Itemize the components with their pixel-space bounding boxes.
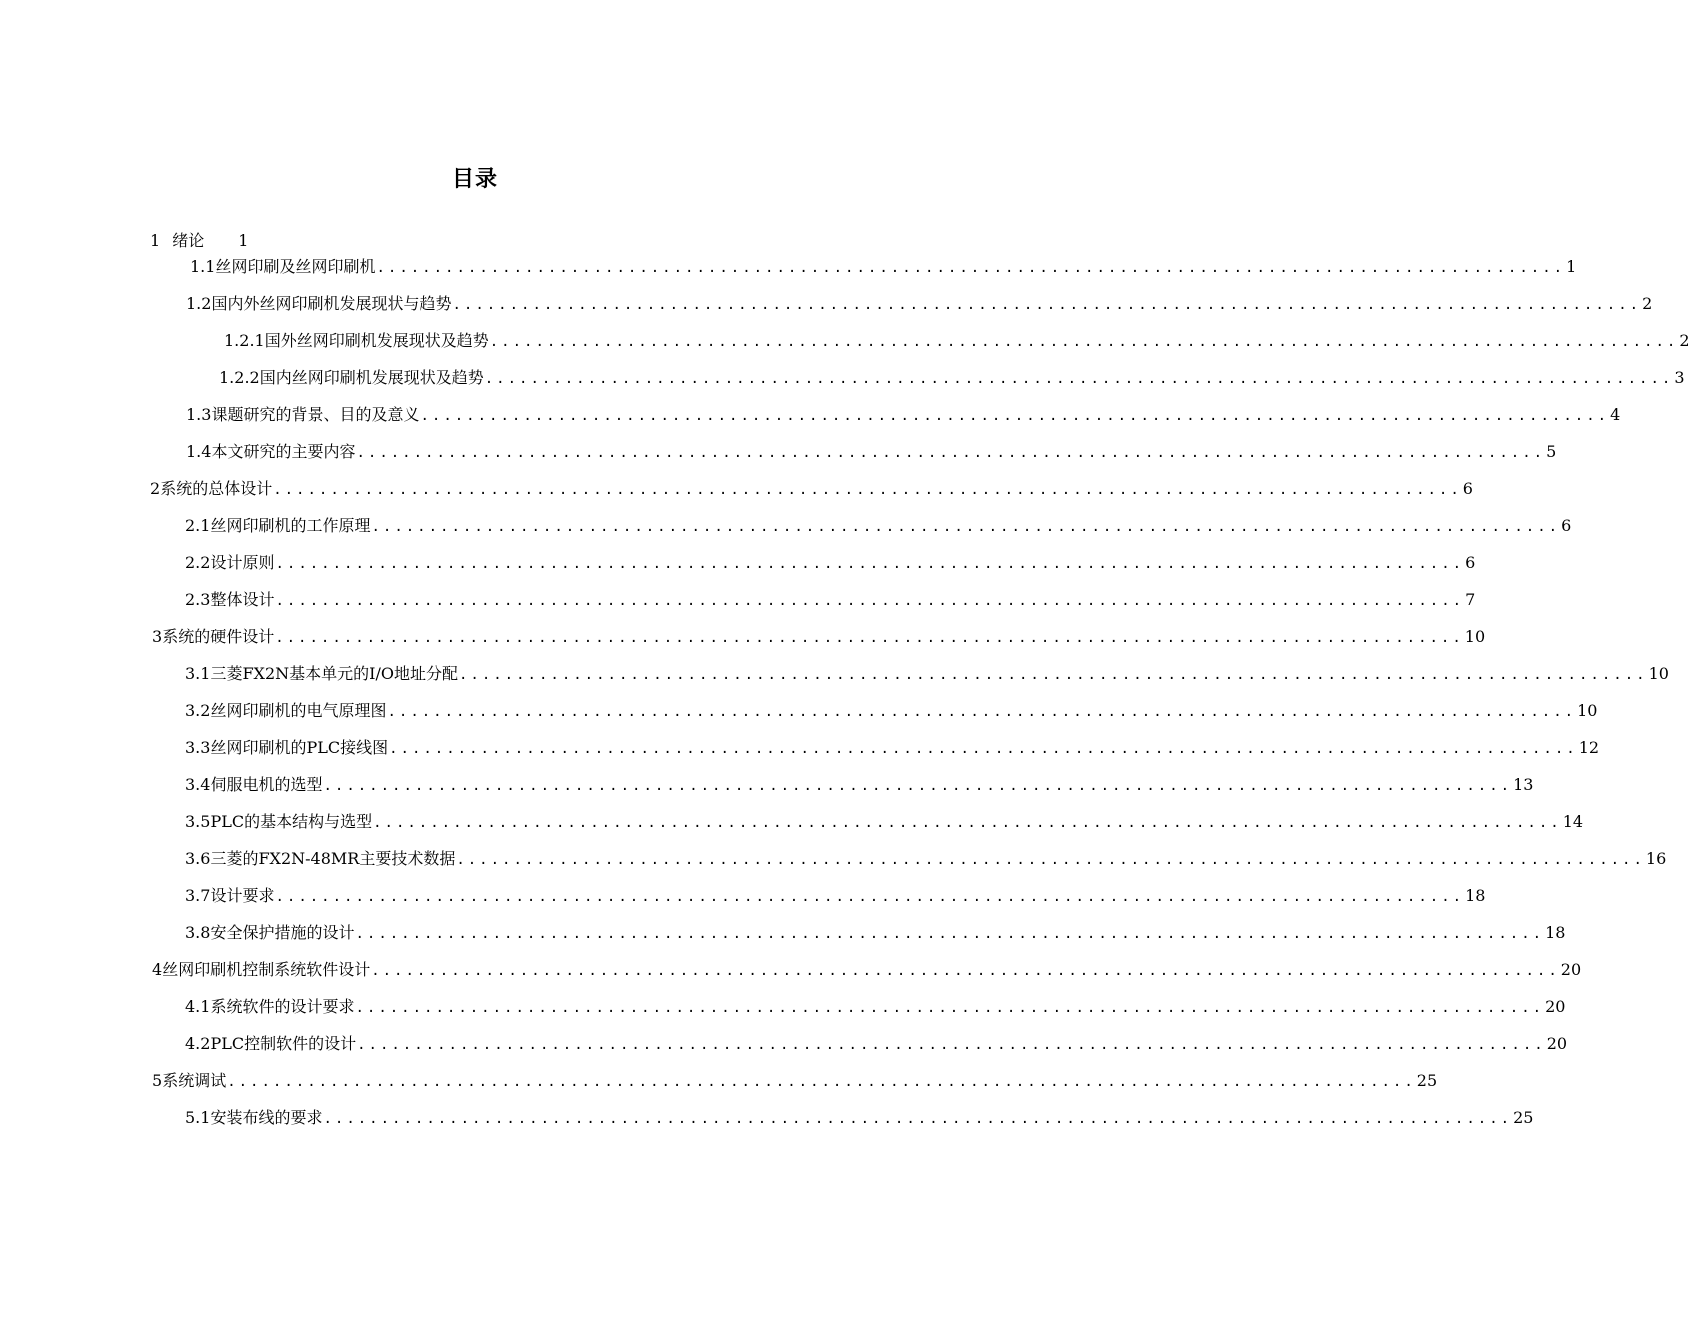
toc-entry-number: 1.2 xyxy=(186,294,212,313)
toc-entry-page: 2 xyxy=(1679,331,1690,350)
toc-entry-number: 3.4 xyxy=(185,775,211,794)
toc-entry-page: 6 xyxy=(1465,553,1476,572)
toc-entry-number: 1.4 xyxy=(186,442,212,461)
toc-entry-number: 3.5 xyxy=(185,812,211,831)
toc-entry[interactable] xyxy=(185,810,1584,834)
toc-entry[interactable] xyxy=(185,847,1667,871)
leader-dots: ........................................................................................................ xyxy=(456,852,1645,868)
toc-entry-number: 3.7 xyxy=(185,886,211,905)
toc-entry-text: 三菱FX2N基本单元的I/O地址分配 xyxy=(210,664,458,683)
toc-entry-number: 4.2 xyxy=(185,1034,211,1053)
toc-entry-page: 13 xyxy=(1513,775,1534,794)
leader-dots: ........................................................................................................ xyxy=(273,482,1462,498)
toc-entry-page: 6 xyxy=(1561,516,1572,535)
toc-entry[interactable] xyxy=(224,329,1690,353)
toc-entry-text: 安装布线的要求 xyxy=(210,1108,323,1127)
leader-dots: ........................................................................................................ xyxy=(323,778,1513,794)
toc-entry-page: 20 xyxy=(1546,1034,1568,1053)
toc-entry-page: 25 xyxy=(1513,1108,1534,1127)
toc-entry[interactable] xyxy=(150,229,248,253)
leader-dots: ........................................................................................................ xyxy=(376,260,1566,276)
toc-entry-page: 25 xyxy=(1416,1071,1438,1090)
toc-entry-number: 5 xyxy=(152,1071,163,1090)
toc-entry-number: 1.3 xyxy=(186,405,212,424)
toc-entry-text: 国内丝网印刷机发展现状及趋势 xyxy=(259,368,484,387)
toc-entry-number: 3.1 xyxy=(185,664,211,683)
toc-entry-number: 1.2.2 xyxy=(219,368,260,387)
leader-dots: ........................................................................................................ xyxy=(489,334,1679,350)
toc-entry-page: 7 xyxy=(1465,590,1476,609)
toc-entry-page: 14 xyxy=(1562,812,1584,831)
toc-entry[interactable] xyxy=(185,1032,1568,1056)
toc-entry-number: 2 xyxy=(150,479,161,498)
toc-entry-page: 2 xyxy=(1642,294,1653,313)
toc-entry-text: 系统调试 xyxy=(162,1071,227,1090)
toc-entry[interactable] xyxy=(185,662,1669,686)
toc-entry[interactable] xyxy=(185,551,1476,575)
leader-dots: ........................................................................................................ xyxy=(373,815,1562,831)
toc-entry-text: 设计要求 xyxy=(210,886,275,905)
toc-entry-text: PLC的基本结构与选型 xyxy=(210,812,373,831)
toc-entry[interactable] xyxy=(185,921,1566,945)
leader-dots: ........................................................................................................ xyxy=(323,1111,1513,1127)
toc-entry-page: 6 xyxy=(1462,479,1473,498)
leader-dots: ........................................................................................................ xyxy=(387,704,1577,720)
leader-dots: ........................................................................................................ xyxy=(275,593,1465,609)
toc-entry-number: 3 xyxy=(152,627,163,646)
toc-entry-text: 系统软件的设计要求 xyxy=(210,997,355,1016)
toc-entry[interactable] xyxy=(185,588,1476,612)
toc-entry-text: 国外丝网印刷机发展现状及趋势 xyxy=(264,331,489,350)
toc-entry-page: 12 xyxy=(1578,738,1600,757)
toc-entry-text: 设计原则 xyxy=(210,553,275,572)
toc-entry-page: 10 xyxy=(1648,664,1669,683)
toc-entry[interactable] xyxy=(150,477,1473,501)
toc-entry-page: 20 xyxy=(1560,960,1582,979)
toc-entry[interactable] xyxy=(185,773,1534,797)
toc-entry-text: 整体设计 xyxy=(210,590,275,609)
toc-entry-text: 丝网印刷机的电气原理图 xyxy=(210,701,387,720)
leader-dots: ........................................................................................................ xyxy=(371,519,1561,535)
leader-dots: ........................................................................................................ xyxy=(452,297,1642,313)
toc-entry-text: 绪论 xyxy=(172,231,205,250)
leader-dots: ........................................................................................................ xyxy=(355,926,1545,942)
toc-entry-number: 2.1 xyxy=(185,516,211,535)
toc-entry[interactable] xyxy=(186,440,1557,464)
toc-entry-number: 3.2 xyxy=(185,701,211,720)
toc-entry-number: 1.1 xyxy=(190,257,216,276)
toc-entry[interactable] xyxy=(185,736,1600,760)
toc-entry-text: 丝网印刷机的PLC接线图 xyxy=(210,738,389,757)
toc-entry-text: 三菱的FX2N-48MR主要技术数据 xyxy=(210,849,456,868)
leader-dots: ........................................................................................................ xyxy=(484,371,1674,387)
toc-entry[interactable] xyxy=(219,366,1685,390)
toc-entry-number: 3.3 xyxy=(185,738,211,757)
toc-entry-number: 3.6 xyxy=(185,849,211,868)
toc-entry-number: 1.2.1 xyxy=(224,331,265,350)
toc-entry-text: 国内外丝网印刷机发展现状与趋势 xyxy=(211,294,452,313)
toc-title: 目录 xyxy=(451,167,498,192)
toc-entry[interactable] xyxy=(152,1069,1438,1093)
toc-entry-text: 安全保护措施的设计 xyxy=(210,923,355,942)
toc-entry-page: 10 xyxy=(1464,627,1486,646)
toc-entry-page: 5 xyxy=(1546,442,1557,461)
toc-entry-number: 5.1 xyxy=(185,1108,211,1127)
leader-dots: ........................................................................................................ xyxy=(356,445,1546,461)
toc-entry-number: 4.1 xyxy=(185,997,211,1016)
toc-entry[interactable] xyxy=(185,995,1566,1019)
leader-dots: ........................................................................................................ xyxy=(275,889,1465,905)
leader-dots: ........................................................................................................ xyxy=(275,556,1465,572)
toc-entry-text: 丝网印刷机控制系统软件设计 xyxy=(162,960,371,979)
leader-dots: ........................................................................................................ xyxy=(355,1000,1545,1016)
toc-entry[interactable] xyxy=(190,255,1577,279)
toc-entry[interactable] xyxy=(186,403,1621,427)
toc-entry[interactable] xyxy=(152,958,1582,982)
toc-entry-text: 丝网印刷机的工作原理 xyxy=(210,516,371,535)
toc-entry[interactable] xyxy=(185,1106,1534,1130)
toc-entry[interactable] xyxy=(185,514,1572,538)
toc-entry-text: 课题研究的背景、目的及意义 xyxy=(211,405,420,424)
toc-entry-page: 16 xyxy=(1645,849,1667,868)
toc-entry-text: 丝网印刷及丝网印刷机 xyxy=(215,257,376,276)
toc-entry-text: 系统的总体设计 xyxy=(160,479,273,498)
toc-entry-text: PLC控制软件的设计 xyxy=(210,1034,357,1053)
toc-entry[interactable] xyxy=(186,292,1653,316)
toc-entry-number: 3.8 xyxy=(185,923,211,942)
toc-entry-number: 1 xyxy=(150,231,161,250)
leader-dots: ........................................................................................................ xyxy=(458,667,1648,683)
toc-entry-page: 18 xyxy=(1465,886,1486,905)
toc-entry-page: 3 xyxy=(1674,368,1685,387)
toc-entry-page: 10 xyxy=(1577,701,1598,720)
toc-entry-number: 2.2 xyxy=(185,553,211,572)
toc-entry[interactable] xyxy=(185,884,1486,908)
toc-entry-page: 1 xyxy=(238,231,249,250)
toc-entry[interactable] xyxy=(152,625,1486,649)
leader-dots: ........................................................................................................ xyxy=(275,630,1464,646)
toc-entry-page: 4 xyxy=(1610,405,1621,424)
toc-entry-text: 系统的硬件设计 xyxy=(162,627,275,646)
toc-entry-number: 2.3 xyxy=(185,590,211,609)
leader-dots: ........................................................................................................ xyxy=(371,963,1560,979)
toc-entry-number: 4 xyxy=(152,960,163,979)
leader-dots: ........................................................................................................ xyxy=(227,1074,1416,1090)
toc-entry-page: 1 xyxy=(1566,257,1577,276)
leader-dots: ........................................................................................................ xyxy=(420,408,1610,424)
toc-entry-text: 本文研究的主要内容 xyxy=(211,442,356,461)
toc-entry[interactable] xyxy=(185,699,1598,723)
toc-entry-page: 20 xyxy=(1545,997,1566,1016)
leader-dots: ........................................................................................................ xyxy=(389,741,1578,757)
toc-entry-text: 伺服电机的选型 xyxy=(210,775,323,794)
leader-dots: ........................................................................................................ xyxy=(357,1037,1546,1053)
toc-entry-page: 18 xyxy=(1545,923,1566,942)
